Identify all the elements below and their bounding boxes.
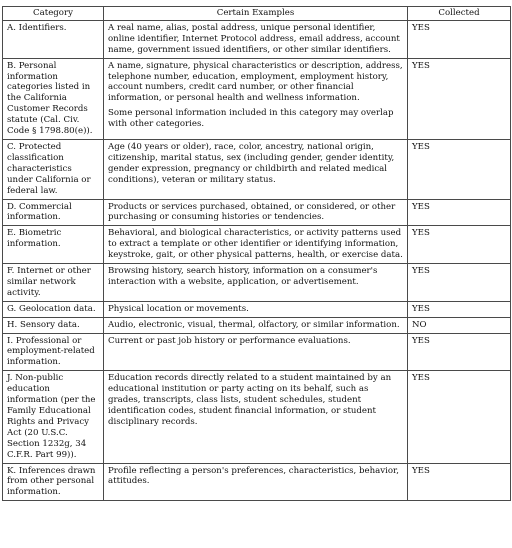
category-cell: A. Identifiers. bbox=[3, 20, 104, 58]
table-row bbox=[3, 301, 511, 317]
header-collected: Collected bbox=[408, 7, 511, 21]
table-row bbox=[3, 317, 511, 333]
collected-cell: YES bbox=[408, 58, 511, 139]
examples-cell bbox=[104, 463, 408, 501]
table-row bbox=[3, 58, 511, 139]
category-cell: H. Sensory data. bbox=[3, 317, 104, 333]
examples-cell bbox=[104, 20, 408, 58]
examples-cell bbox=[104, 371, 408, 463]
example-paragraph: Browsing history, search history, information on a consumer's interaction with a website, application, or advertisement. bbox=[108, 266, 378, 287]
category-cell: K. Inferences drawn from other personal information. bbox=[3, 463, 104, 501]
example-paragraph: Some personal information included in this category may overlap with other categories. bbox=[108, 108, 394, 130]
examples-cell bbox=[104, 317, 408, 333]
table-row bbox=[3, 226, 511, 264]
header-category: Category bbox=[3, 7, 104, 21]
example-paragraph: Audio, electronic, visual, thermal, olfactory, or similar information. bbox=[108, 319, 400, 330]
collected-cell: YES bbox=[408, 226, 511, 264]
example-paragraph: Profile reflecting a person's preferences, characteristics, behavior, attitudes. bbox=[108, 465, 399, 487]
collected-cell: NO bbox=[408, 317, 511, 333]
collected-cell: YES bbox=[408, 333, 511, 371]
collected-cell: YES bbox=[408, 199, 511, 226]
table-body bbox=[3, 20, 511, 500]
category-cell: G. Geolocation data. bbox=[3, 301, 104, 317]
example-paragraph: A name, signature, physical characteristics or description, address, telephone number, education, employment, employment history, account numbers, credit card number, or other financial information, or personal health and wellness information. bbox=[108, 60, 403, 104]
table-row bbox=[3, 20, 511, 58]
header-row bbox=[3, 7, 511, 21]
category-cell: C. Protected classification characteristics under California or federal law. bbox=[3, 139, 104, 199]
examples-cell bbox=[104, 139, 408, 199]
example-paragraph: Education records directly related to a student maintained by an educational institution or party acting on its behalf, such as grades, transcripts, class lists, student schedules, student identification codes, student financial information, or student disciplinary records. bbox=[108, 373, 392, 427]
table-row bbox=[3, 264, 511, 302]
examples-cell bbox=[104, 58, 408, 139]
example-paragraph: Current or past job history or performance evaluations. bbox=[108, 335, 351, 346]
example-paragraph: Age (40 years or older), race, color, ancestry, national origin, citizenship, marital status, sex (including gender, gender identity, gender expression, pregnancy or childbirth and related medical conditions), veteran or military status. bbox=[108, 141, 395, 185]
examples-cell bbox=[104, 264, 408, 302]
collected-cell: YES bbox=[408, 371, 511, 463]
collected-cell: YES bbox=[408, 264, 511, 302]
table-header bbox=[3, 7, 511, 21]
example-paragraph: Products or services purchased, obtained, or considered, or other purchasing or consuming histories or tendencies. bbox=[108, 201, 396, 223]
table-row bbox=[3, 139, 511, 199]
example-paragraph: Physical location or movements. bbox=[108, 303, 249, 314]
table-row bbox=[3, 199, 511, 226]
examples-cell bbox=[104, 333, 408, 371]
examples-cell bbox=[104, 301, 408, 317]
category-cell: F. Internet or other similar network activity. bbox=[3, 264, 104, 302]
category-cell: B. Personal information categories listed in the California Customer Records statute (Cal. Civ. Code § 1798.80(e)). bbox=[3, 58, 104, 139]
collected-cell: YES bbox=[408, 301, 511, 317]
collected-cell: YES bbox=[408, 20, 511, 58]
collected-cell: YES bbox=[408, 139, 511, 199]
example-paragraph: Behavioral, and biological characteristics, or activity patterns used to extract a template or other identifier or identifying information, keystroke, gait, or other physical patterns, health, or exercise data. bbox=[108, 228, 403, 261]
collected-cell: YES bbox=[408, 463, 511, 501]
category-cell: E. Biometric information. bbox=[3, 226, 104, 264]
personal-information-categories-table bbox=[2, 6, 511, 501]
table-row bbox=[3, 371, 511, 463]
table-row bbox=[3, 463, 511, 501]
header-certain-examples: Certain Examples bbox=[104, 7, 408, 21]
category-cell: D. Commercial information. bbox=[3, 199, 104, 226]
example-paragraph: A real name, alias, postal address, unique personal identifier, online identifier, Internet Protocol address, email address, account name, government issued identifiers, or other similar identifiers. bbox=[108, 22, 400, 55]
category-cell: I. Professional or employment-related information. bbox=[3, 333, 104, 371]
table-row bbox=[3, 333, 511, 371]
examples-cell bbox=[104, 226, 408, 264]
category-cell: J. Non-public education information (per the Family Educational Rights and Privacy Act (20 U.S.C. Section 1232g, 34 C.F.R. Part 99)). bbox=[3, 371, 104, 463]
examples-cell bbox=[104, 199, 408, 226]
